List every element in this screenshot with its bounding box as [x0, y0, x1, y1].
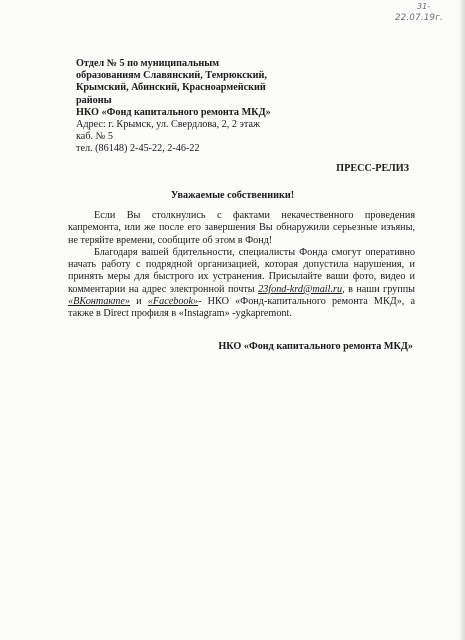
department-line-4: районы: [76, 94, 112, 106]
address-line-2: каб. № 5: [76, 131, 113, 143]
paragraph-2-groups: , в наши группы: [342, 283, 416, 295]
body-text: [68, 210, 415, 321]
organization-name: НКО «Фонд капитального ремонта МКД»: [76, 106, 271, 118]
handwritten-date: 22.07.19г.: [395, 13, 444, 23]
facebook-link[interactable]: «Facebook»: [147, 296, 199, 308]
address-line-1: Адрес: г. Крымск, ул. Свердлова, 2, 2 этаж: [76, 119, 261, 131]
vk-link[interactable]: «ВКонтакте»: [68, 296, 131, 308]
signature: НКО «Фонд капитального ремонта МКД»: [218, 341, 413, 352]
department-line-1: Отдел № 5 по муниципальным: [76, 58, 220, 69]
handwritten-mark: 31-: [417, 2, 431, 11]
department-line-2: образованиям Славянский, Темрюкский,: [76, 70, 267, 82]
scan-edge-shadow: [459, 0, 465, 640]
paragraph-2-start: Благодаря вашей бдительности, специалисты Фонда смогут оперативно начать работу с подрядной организацией, которая допустила нарушения, и принять меры для быстрого их устранения. Присылайте ваши фото, видео и комментарии на адрес электронной почты: [68, 246, 415, 295]
paragraph-2-and: и: [130, 296, 148, 308]
paragraph-1: Если Вы столкнулись с фактами некачественного проведения капремонта, или же после его завершения Вы обнаружили серьезные изъяны, не теряйте времени, сообщите об этом в Фонд!: [68, 210, 415, 246]
email-link[interactable]: 23fond-krd@mail.ru: [258, 283, 343, 295]
greeting: Уважаемые собственники!: [170, 190, 295, 201]
phone-line: тел. (86148) 2-45-22, 2-46-22: [76, 143, 200, 155]
paragraph-2-end: - НКО «Фонд-капитального ремонта МКД», а также в Direct профиля в «Instagram» -ygkapremont.: [68, 296, 416, 320]
document-type: ПРЕСС-РЕЛИЗ: [336, 163, 409, 174]
sender-header: [76, 58, 306, 156]
department-line-3: Крымский, Абинский, Красноармейский: [76, 82, 266, 94]
paragraph-2: [68, 247, 415, 321]
